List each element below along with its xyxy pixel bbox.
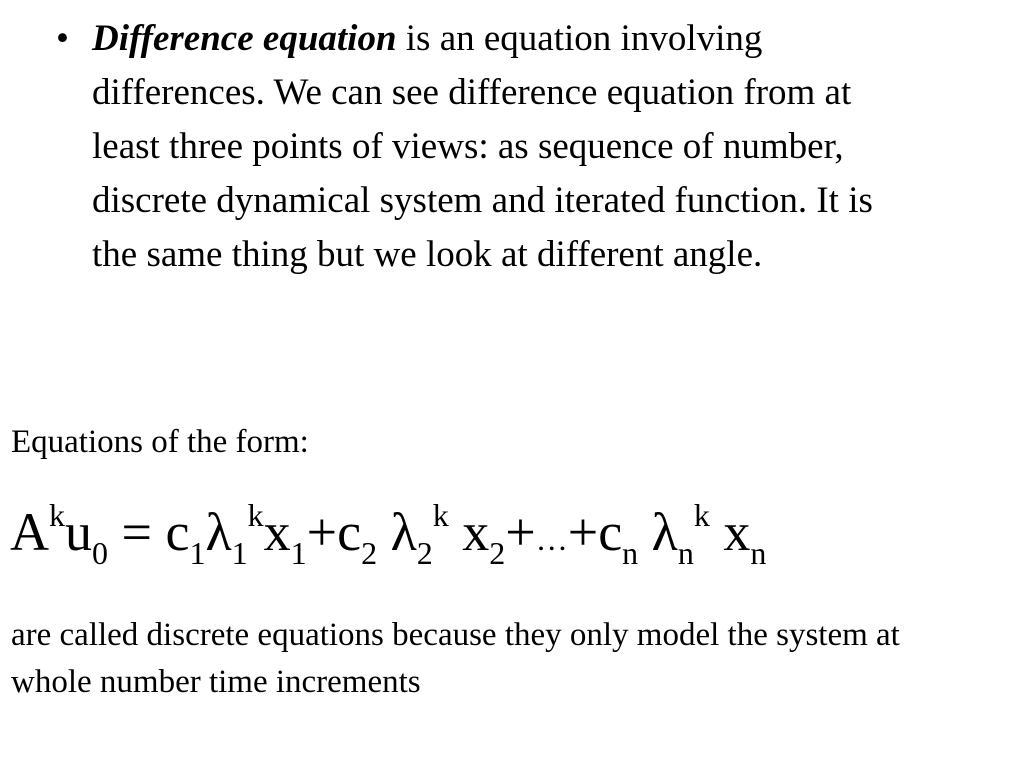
formula-operator: + — [505, 502, 536, 562]
formula-subscript: 2 — [489, 535, 506, 571]
formula-symbol: λ — [205, 502, 232, 562]
formula-subscript: 1 — [231, 535, 248, 571]
defined-term: Difference equation — [92, 18, 397, 59]
formula-subscript: 2 — [361, 535, 378, 571]
definition-text: is an equation involving differences. We can see difference equation from at least three points of views: as sequence of number, discrete dynamical system and iterated function. It is the same thing but we look at different angle. — [92, 18, 873, 275]
bullet-text — [92, 12, 916, 282]
conclusion-text: are called discrete equations because they only model the system at whole number time increments — [11, 617, 900, 700]
formula-operator: = — [108, 502, 166, 562]
formula-subscript: 2 — [416, 535, 433, 571]
formula-symbol: A — [10, 502, 49, 562]
formula-operator: + — [567, 502, 599, 562]
formula-operator: + — [306, 502, 338, 562]
bullet-paragraph — [56, 12, 916, 282]
formula-symbol: x — [462, 502, 490, 562]
formula — [10, 492, 766, 579]
formula-subscript: n — [750, 535, 767, 571]
formula-symbol: u — [65, 502, 92, 562]
formula-subscript: n — [677, 535, 694, 571]
equation-intro: Equations of the form: — [11, 424, 309, 460]
formula-subscript: n — [622, 535, 639, 571]
formula-ellipsis: … — [535, 521, 568, 557]
bullet-marker: • — [56, 18, 69, 59]
formula-symbol: λ — [651, 502, 678, 562]
formula-symbol: x — [263, 502, 291, 562]
formula-symbol: c — [337, 502, 362, 562]
formula-superscript: k — [432, 497, 449, 533]
formula-symbol: c — [598, 502, 623, 562]
formula-symbol: λ — [390, 502, 417, 562]
formula-superscript: k — [247, 497, 264, 533]
formula-subscript: 0 — [92, 535, 108, 571]
formula-subscript: 1 — [290, 535, 307, 571]
formula-symbol: c — [165, 502, 190, 562]
formula-subscript: 1 — [189, 535, 206, 571]
formula-superscript: k — [49, 497, 65, 533]
formula-superscript: k — [693, 497, 710, 533]
formula-symbol: x — [723, 502, 751, 562]
